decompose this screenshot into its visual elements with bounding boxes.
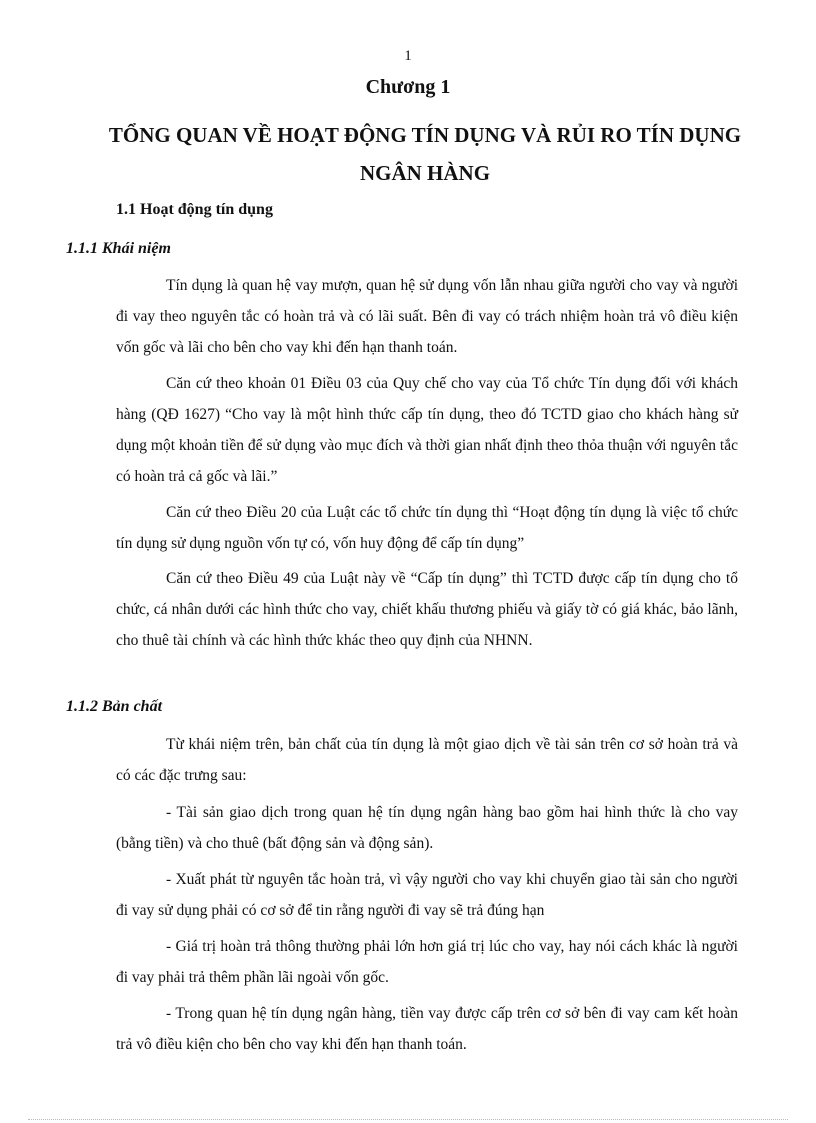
section-heading-1-1: 1.1 Hoạt động tín dụng — [116, 201, 273, 218]
paragraph: - Trong quan hệ tín dụng ngân hàng, tiền vay được cấp trên cơ sở bên đi vay cam kết hoàn trả vô điều kiện cho bên cho vay khi đến hạn thanh toán. — [116, 1005, 738, 1053]
chapter-heading: Chương 1 — [365, 76, 451, 98]
paragraph: Căn cứ theo khoản 01 Điều 03 của Quy chế cho vay của Tổ chức Tín dụng đối với khách hàng (QĐ 1627) “Cho vay là một hình thức cấp tín dụng, theo đó TCTD giao cho khách hàng sử dụng một khoản tiền để sử dụng vào mục đích và thời gian nhất định theo thỏa thuận với nguyên tắc có hoàn trả cả gốc và lãi.” — [116, 375, 738, 485]
paragraph: - Tài sản giao dịch trong quan hệ tín dụng ngân hàng bao gồm hai hình thức là cho vay (bằng tiền) và cho thuê (bất động sản và động sản). — [116, 804, 738, 852]
paragraph: Từ khái niệm trên, bản chất của tín dụng là một giao dịch về tài sản trên cơ sở hoàn trả và có các đặc trưng sau: — [116, 736, 738, 784]
chapter-title: TỔNG QUAN VỀ HOẠT ĐỘNG TÍN DỤNG VÀ RỦI RO TÍN DỤNG NGÂN HÀNG — [108, 123, 742, 185]
paragraph: - Giá trị hoàn trả thông thường phải lớn hơn giá trị lúc cho vay, hay nói cách khác là người đi vay phải trả thêm phần lãi ngoài vốn gốc. — [116, 938, 738, 986]
paragraph: - Xuất phát từ nguyên tắc hoàn trả, vì vậy người cho vay khi chuyển giao tài sản cho người đi vay sử dụng phải có cơ sở để tin rằng người đi vay sẽ trả đúng hạn — [116, 871, 738, 919]
paragraph: Tín dụng là quan hệ vay mượn, quan hệ sử dụng vốn lẫn nhau giữa người cho vay và người đi vay theo nguyên tắc có hoàn trả và có lãi suất. Bên đi vay có trách nhiệm hoàn trả vô điều kiện vốn gốc và lãi cho bên cho vay khi đến hạn thanh toán. — [116, 277, 738, 356]
paragraph: Căn cứ theo Điều 20 của Luật các tổ chức tín dụng thì “Hoạt động tín dụng là việc tổ chức tín dụng sử dụng nguồn vốn tự có, vốn huy động để cấp tín dụng” — [116, 504, 738, 552]
page-bottom-divider — [28, 1119, 788, 1120]
page-number: 1 — [404, 48, 412, 64]
subsection-heading-1-1-1: 1.1.1 Khái niệm — [66, 240, 171, 257]
subsection-heading-1-1-2: 1.1.2 Bản chất — [66, 698, 163, 715]
paragraph: Căn cứ theo Điều 49 của Luật này về “Cấp tín dụng” thì TCTD được cấp tín dụng cho tổ chức, cá nhân dưới các hình thức cho vay, chiết khấu thương phiếu và giấy tờ có giá khác, bảo lãnh, cho thuê tài chính và các hình thức khác theo quy định của NHNN. — [116, 570, 738, 649]
